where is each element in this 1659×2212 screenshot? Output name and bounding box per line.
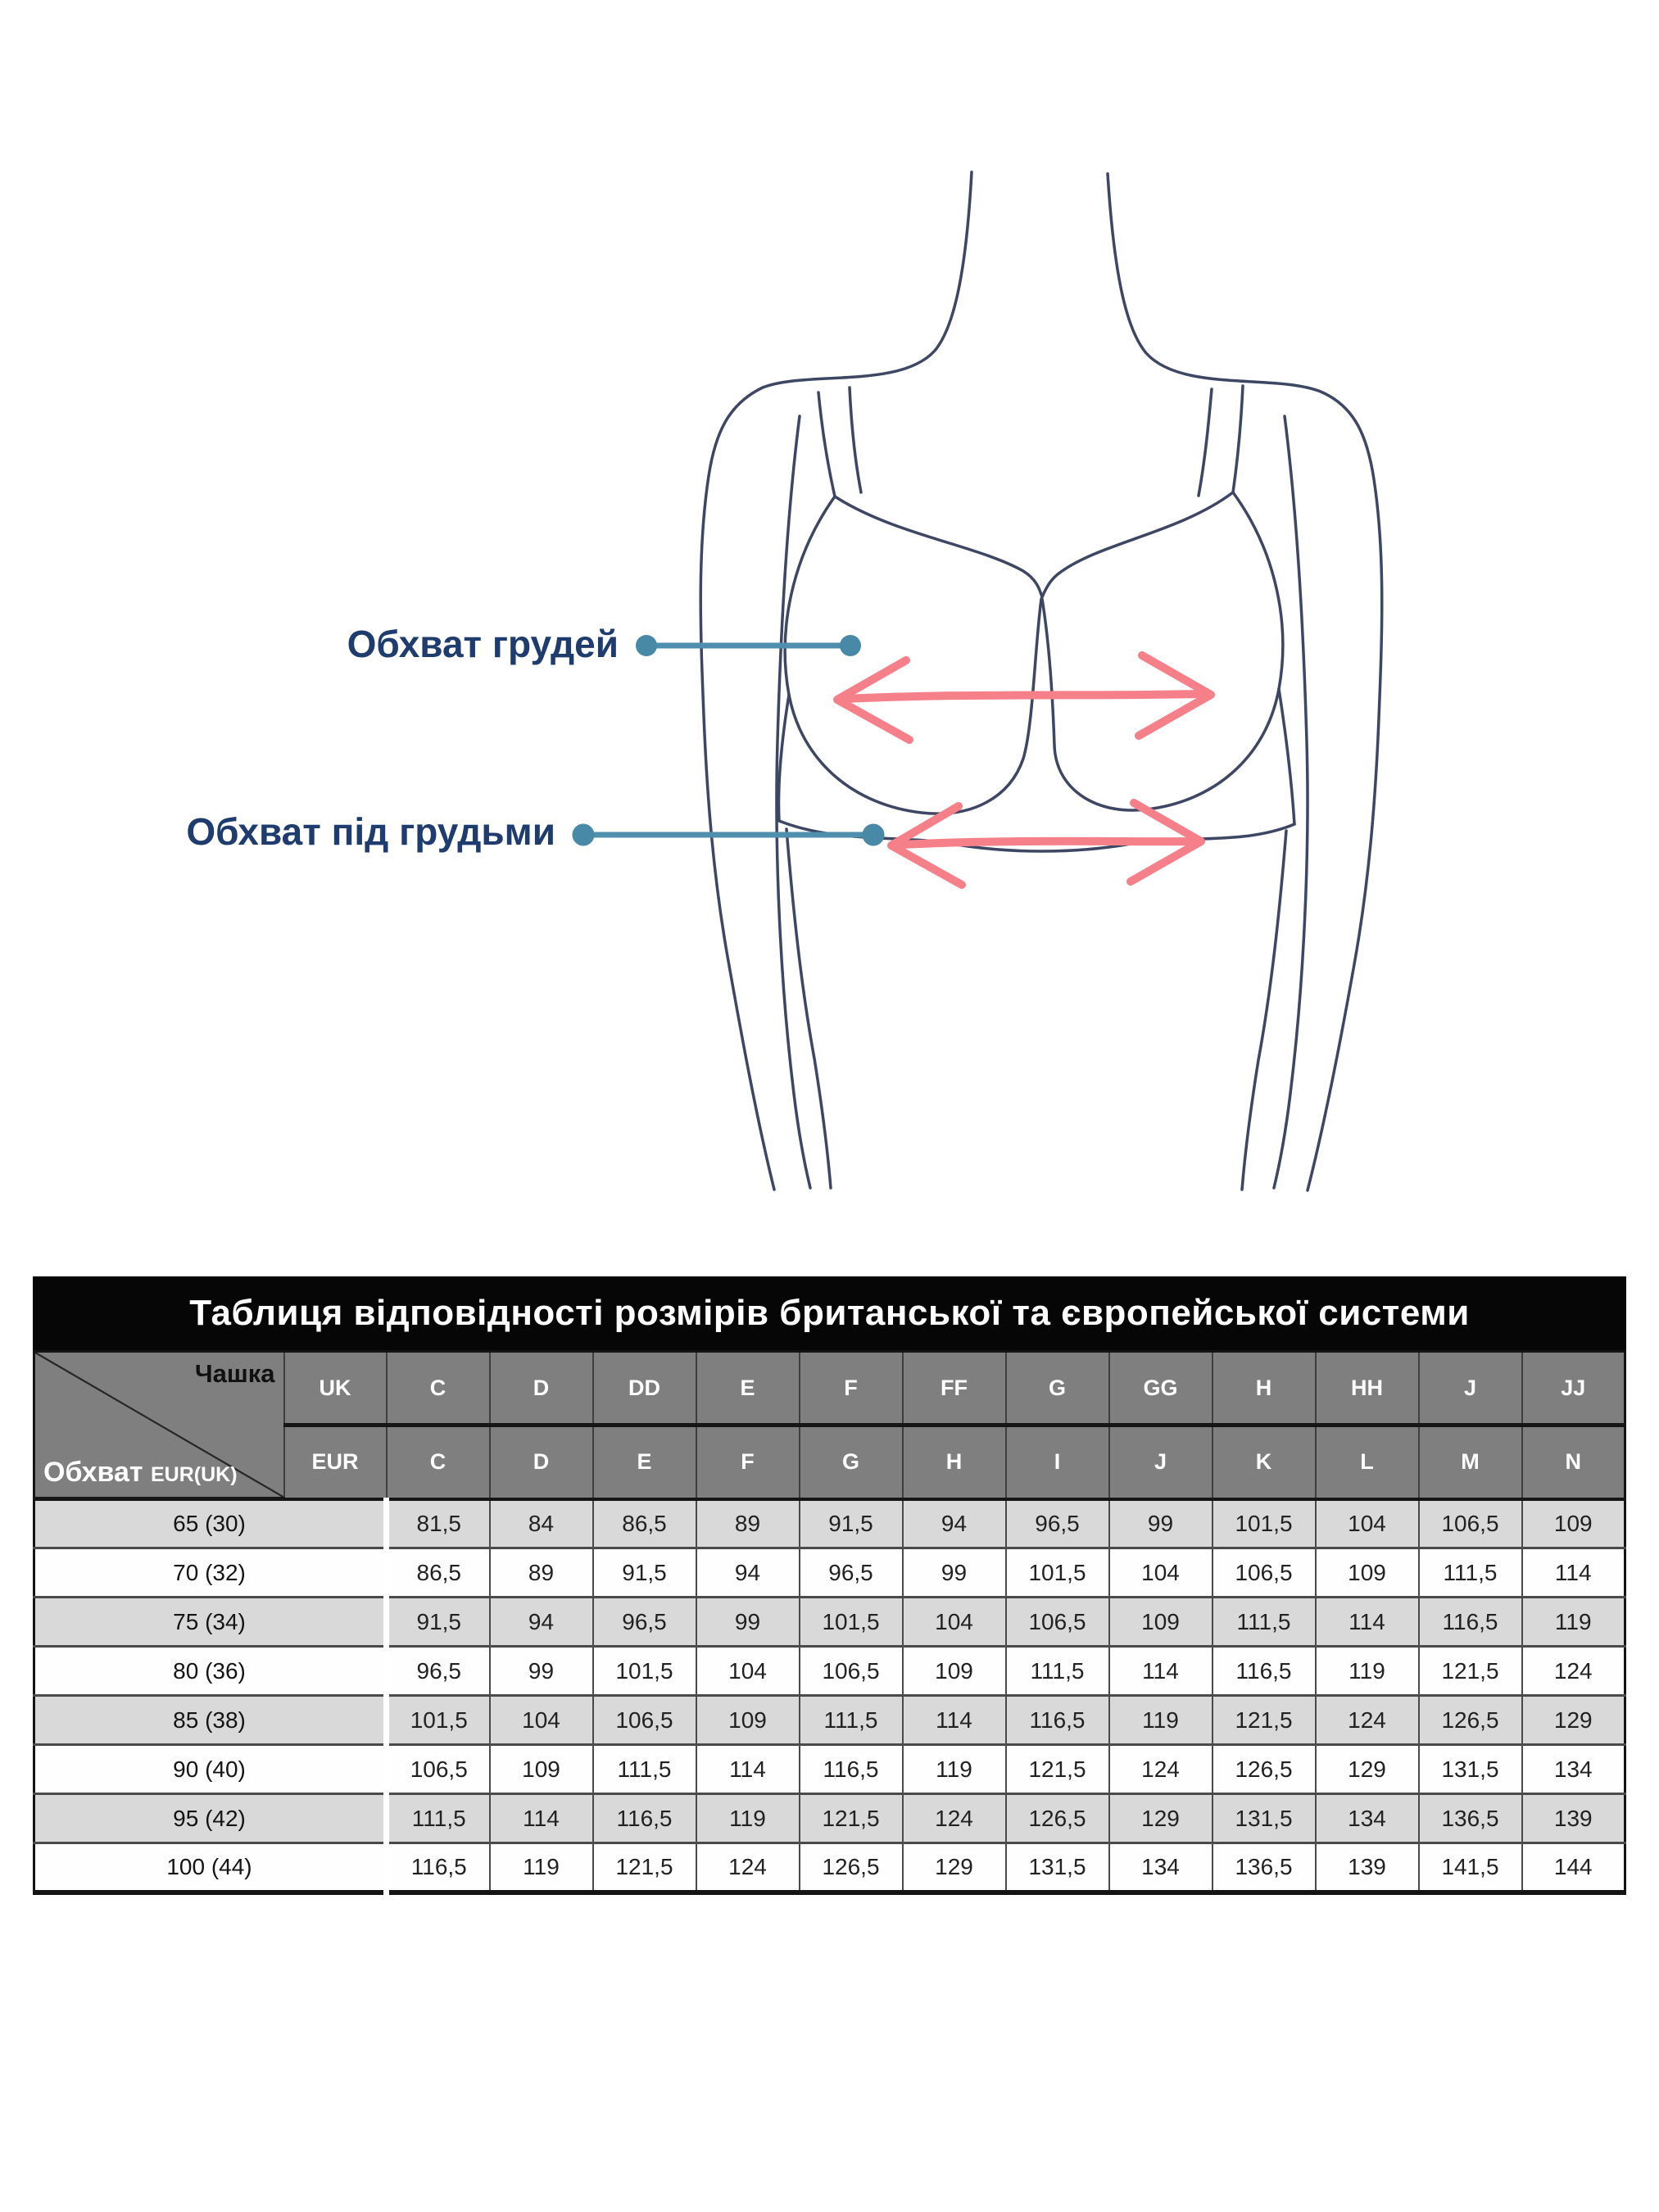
- size-table-title: Таблиця відповідності розмірів британської та європейської системи: [33, 1276, 1626, 1350]
- girth-label: 65 (30): [34, 1499, 387, 1548]
- bust-arrow: [837, 655, 1211, 740]
- size-value-cell: 111,5: [593, 1745, 696, 1794]
- size-value-cell: 116,5: [387, 1843, 490, 1892]
- uk-cup-cell: DD: [593, 1352, 696, 1426]
- underbust-arrow: [891, 803, 1201, 885]
- size-value-cell: 91,5: [800, 1499, 903, 1548]
- size-value-cell: 136,5: [1419, 1794, 1522, 1843]
- size-value-cell: 81,5: [387, 1499, 490, 1548]
- size-value-cell: 86,5: [387, 1548, 490, 1598]
- uk-cup-cell: E: [696, 1352, 800, 1426]
- girth-label: 85 (38): [34, 1696, 387, 1745]
- size-value-cell: 116,5: [1006, 1696, 1109, 1745]
- size-value-cell: 101,5: [387, 1696, 490, 1745]
- underbust-connector: [573, 824, 885, 846]
- uk-cup-cell: G: [1006, 1352, 1109, 1426]
- size-value-cell: 116,5: [1213, 1647, 1316, 1696]
- eur-cup-cell: K: [1213, 1426, 1316, 1499]
- size-value-cell: 126,5: [800, 1843, 903, 1892]
- girth-label: 75 (34): [34, 1598, 387, 1647]
- size-value-cell: 104: [1316, 1499, 1419, 1548]
- size-value-cell: 114: [1109, 1647, 1213, 1696]
- uk-cup-cell: H: [1213, 1352, 1316, 1426]
- size-value-cell: 129: [903, 1843, 1006, 1892]
- size-value-cell: 124: [1109, 1745, 1213, 1794]
- girth-row: [34, 1548, 1625, 1598]
- size-value-cell: 106,5: [1006, 1598, 1109, 1647]
- girth-row: [34, 1647, 1625, 1696]
- size-value-cell: 91,5: [593, 1548, 696, 1598]
- size-value-cell: 119: [490, 1843, 593, 1892]
- size-value-cell: 136,5: [1213, 1843, 1316, 1892]
- size-value-cell: 119: [1109, 1696, 1213, 1745]
- size-value-cell: 119: [696, 1794, 800, 1843]
- size-value-cell: 114: [903, 1696, 1006, 1745]
- size-value-cell: 119: [1522, 1598, 1625, 1647]
- size-value-cell: 119: [903, 1745, 1006, 1794]
- girth-row: [34, 1843, 1625, 1892]
- size-value-cell: 94: [903, 1499, 1006, 1548]
- size-value-cell: 104: [696, 1647, 800, 1696]
- uk-cup-cell: FF: [903, 1352, 1006, 1426]
- eur-cup-cell: M: [1419, 1426, 1522, 1499]
- size-value-cell: 131,5: [1213, 1794, 1316, 1843]
- size-value-cell: 96,5: [1006, 1499, 1109, 1548]
- girth-row: [34, 1598, 1625, 1647]
- size-value-cell: 111,5: [1419, 1548, 1522, 1598]
- size-value-cell: 109: [490, 1745, 593, 1794]
- girth-label: 100 (44): [34, 1843, 387, 1892]
- corner-cell: [34, 1352, 284, 1499]
- size-value-cell: 96,5: [593, 1598, 696, 1647]
- girth-row: [34, 1696, 1625, 1745]
- size-value-cell: 99: [696, 1598, 800, 1647]
- eur-cup-cell: G: [800, 1426, 903, 1499]
- size-value-cell: 126,5: [1213, 1745, 1316, 1794]
- size-value-cell: 111,5: [387, 1794, 490, 1843]
- size-value-cell: 126,5: [1419, 1696, 1522, 1745]
- bust-connector: [636, 635, 861, 656]
- size-value-cell: 139: [1522, 1794, 1625, 1843]
- size-value-cell: 109: [903, 1647, 1006, 1696]
- uk-cup-cell: D: [490, 1352, 593, 1426]
- size-value-cell: 129: [1316, 1745, 1419, 1794]
- size-value-cell: 114: [490, 1794, 593, 1843]
- size-value-cell: 116,5: [1419, 1598, 1522, 1647]
- size-value-cell: 111,5: [1213, 1598, 1316, 1647]
- eur-cup-cell: E: [593, 1426, 696, 1499]
- size-value-cell: 134: [1316, 1794, 1419, 1843]
- size-value-cell: 121,5: [1006, 1745, 1109, 1794]
- girth-label: 95 (42): [34, 1794, 387, 1843]
- size-value-cell: 111,5: [800, 1696, 903, 1745]
- uk-cup-cell: JJ: [1522, 1352, 1625, 1426]
- size-value-cell: 129: [1522, 1696, 1625, 1745]
- uk-cup-cell: J: [1419, 1352, 1522, 1426]
- girth-label: 80 (36): [34, 1647, 387, 1696]
- size-value-cell: 139: [1316, 1843, 1419, 1892]
- uk-cup-cell: GG: [1109, 1352, 1213, 1426]
- size-value-cell: 109: [1316, 1548, 1419, 1598]
- size-value-cell: 106,5: [387, 1745, 490, 1794]
- size-value-cell: 121,5: [1419, 1647, 1522, 1696]
- girth-axis-sublabel: EUR(UK): [150, 1463, 238, 1486]
- uk-cup-cell: C: [387, 1352, 490, 1426]
- size-table-section: [33, 1276, 1626, 1895]
- size-value-cell: 111,5: [1006, 1647, 1109, 1696]
- girth-row: [34, 1745, 1625, 1794]
- size-value-cell: 131,5: [1006, 1843, 1109, 1892]
- uk-system-label: UK: [284, 1352, 387, 1426]
- size-value-cell: 124: [1522, 1647, 1625, 1696]
- eur-cup-cell: I: [1006, 1426, 1109, 1499]
- size-value-cell: 141,5: [1419, 1843, 1522, 1892]
- torso-outline: [700, 172, 1382, 1190]
- size-conversion-table: [33, 1350, 1626, 1895]
- eur-cup-cell: L: [1316, 1426, 1419, 1499]
- size-value-cell: 101,5: [1006, 1548, 1109, 1598]
- girth-label: 70 (32): [34, 1548, 387, 1598]
- size-value-cell: 109: [1109, 1598, 1213, 1647]
- girth-label: 90 (40): [34, 1745, 387, 1794]
- cup-axis-label: Чашка: [194, 1359, 275, 1388]
- size-value-cell: 106,5: [1213, 1548, 1316, 1598]
- size-value-cell: 126,5: [1006, 1794, 1109, 1843]
- size-value-cell: 106,5: [593, 1696, 696, 1745]
- size-value-cell: 86,5: [593, 1499, 696, 1548]
- eur-cup-cell: J: [1109, 1426, 1213, 1499]
- bust-measure-label: Обхват грудей: [347, 623, 619, 665]
- size-value-cell: 129: [1109, 1794, 1213, 1843]
- size-value-cell: 91,5: [387, 1598, 490, 1647]
- size-value-cell: 99: [490, 1647, 593, 1696]
- size-value-cell: 109: [696, 1696, 800, 1745]
- size-table-body: [34, 1499, 1625, 1892]
- uk-cup-cell: HH: [1316, 1352, 1419, 1426]
- size-value-cell: 106,5: [800, 1647, 903, 1696]
- size-value-cell: 144: [1522, 1843, 1625, 1892]
- eur-system-label: EUR: [284, 1426, 387, 1499]
- size-value-cell: 94: [696, 1548, 800, 1598]
- size-value-cell: 121,5: [593, 1843, 696, 1892]
- uk-cup-cell: F: [800, 1352, 903, 1426]
- size-value-cell: 116,5: [800, 1745, 903, 1794]
- size-value-cell: 99: [1109, 1499, 1213, 1548]
- size-value-cell: 101,5: [1213, 1499, 1316, 1548]
- size-value-cell: 134: [1522, 1745, 1625, 1794]
- size-value-cell: 134: [1109, 1843, 1213, 1892]
- size-value-cell: 124: [1316, 1696, 1419, 1745]
- girth-row: [34, 1794, 1625, 1843]
- eur-cup-cell: N: [1522, 1426, 1625, 1499]
- underbust-measure-label: Обхват під грудьми: [186, 810, 555, 853]
- size-value-cell: 89: [696, 1499, 800, 1548]
- uk-cups-header-row: [34, 1352, 1625, 1426]
- girth-row: [34, 1499, 1625, 1548]
- size-value-cell: 121,5: [1213, 1696, 1316, 1745]
- size-value-cell: 114: [1316, 1598, 1419, 1647]
- size-value-cell: 96,5: [387, 1647, 490, 1696]
- girth-axis-label: Обхват EUR(UK): [43, 1457, 238, 1488]
- size-value-cell: 84: [490, 1499, 593, 1548]
- size-value-cell: 124: [696, 1843, 800, 1892]
- eur-cup-cell: F: [696, 1426, 800, 1499]
- size-value-cell: 109: [1522, 1499, 1625, 1548]
- size-value-cell: 124: [903, 1794, 1006, 1843]
- size-value-cell: 106,5: [1419, 1499, 1522, 1548]
- size-value-cell: 89: [490, 1548, 593, 1598]
- size-value-cell: 104: [1109, 1548, 1213, 1598]
- size-value-cell: 96,5: [800, 1548, 903, 1598]
- size-value-cell: 114: [696, 1745, 800, 1794]
- size-value-cell: 101,5: [800, 1598, 903, 1647]
- eur-cup-cell: C: [387, 1426, 490, 1499]
- size-value-cell: 116,5: [593, 1794, 696, 1843]
- size-value-cell: 114: [1522, 1548, 1625, 1598]
- size-value-cell: 104: [490, 1696, 593, 1745]
- size-value-cell: 119: [1316, 1647, 1419, 1696]
- size-value-cell: 121,5: [800, 1794, 903, 1843]
- size-value-cell: 104: [903, 1598, 1006, 1647]
- size-value-cell: 131,5: [1419, 1745, 1522, 1794]
- size-value-cell: 101,5: [593, 1647, 696, 1696]
- size-value-cell: 94: [490, 1598, 593, 1647]
- eur-cup-cell: D: [490, 1426, 593, 1499]
- eur-cup-cell: H: [903, 1426, 1006, 1499]
- size-value-cell: 99: [903, 1548, 1006, 1598]
